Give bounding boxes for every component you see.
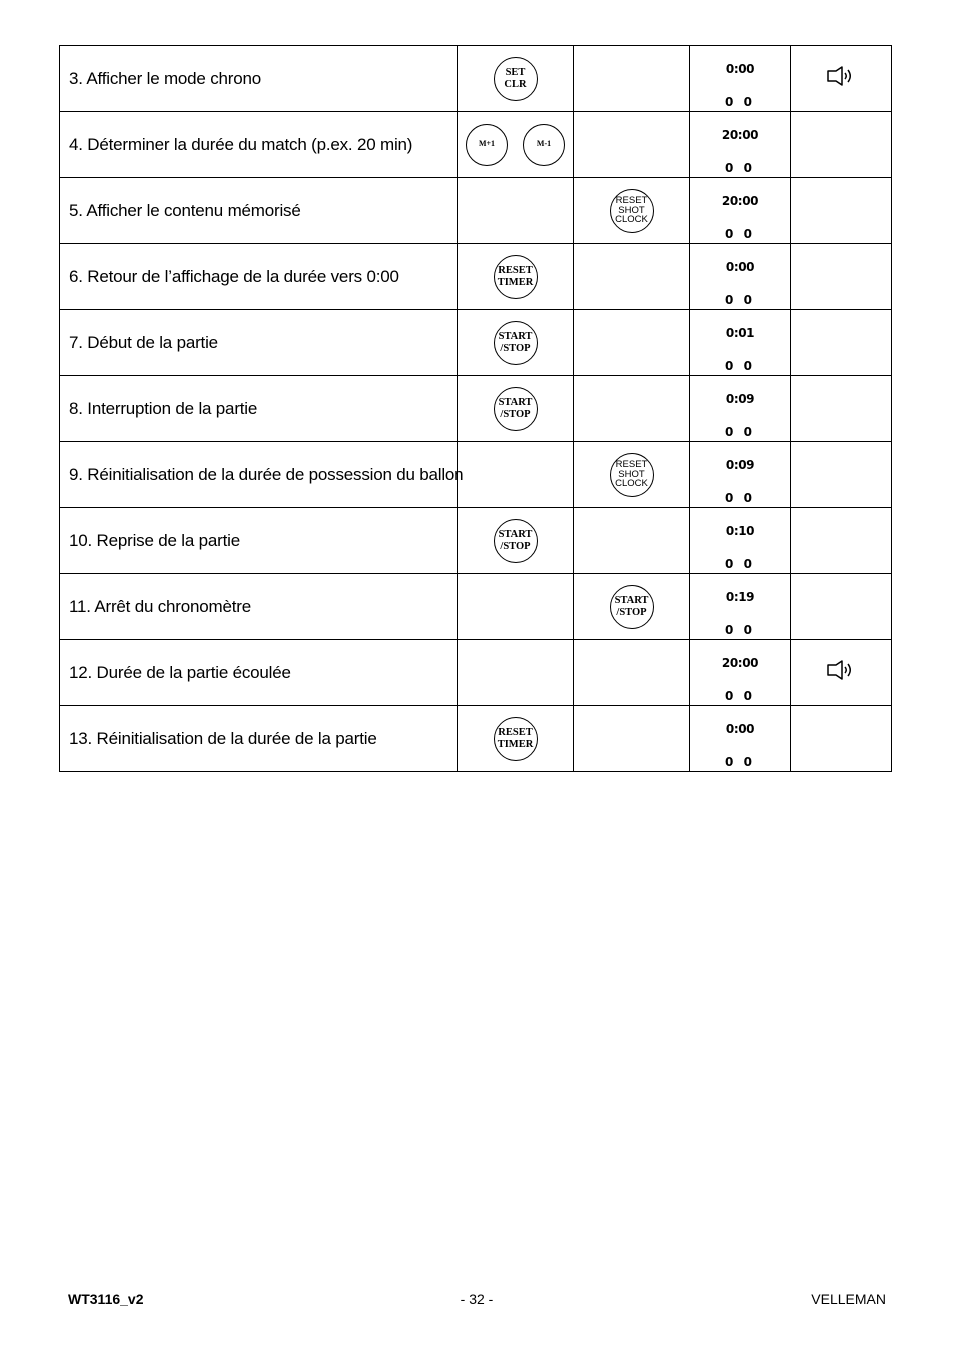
table-row [60, 706, 892, 772]
display-readout [690, 706, 790, 771]
display-cell [690, 310, 791, 376]
table-row [60, 640, 892, 706]
table-row [60, 442, 892, 508]
display-time: 0:09 [725, 392, 755, 406]
step-label: 4. Déterminer la durée du match (p.ex. 20 min) [60, 112, 458, 178]
beep-cell [791, 442, 892, 508]
table-row [60, 46, 892, 112]
button-caption: /STOP [500, 408, 531, 420]
instruction-table [59, 45, 892, 772]
start-stop-button-icon [494, 519, 538, 563]
button-cell-primary [458, 244, 574, 310]
button-cell-secondary [574, 508, 690, 574]
step-label: 13. Réinitialisation de la durée de la partie [60, 706, 458, 772]
display-time: 0:00 [725, 260, 755, 274]
display-readout [690, 178, 790, 243]
display-score: 0 0 [725, 227, 755, 241]
minute-plus-button-icon [466, 124, 508, 166]
button-cell-secondary [574, 244, 690, 310]
button-caption: CLOCK [615, 214, 648, 226]
beep-cell [791, 574, 892, 640]
button-caption: TIMER [497, 276, 534, 288]
footer-model: WT3116_v2 [68, 1291, 144, 1307]
display-score: 0 0 [725, 623, 755, 637]
step-label: 11. Arrêt du chronomètre [60, 574, 458, 640]
display-score: 0 0 [725, 359, 755, 373]
button-cell-primary [458, 376, 574, 442]
table-row [60, 376, 892, 442]
button-caption: RESET [615, 458, 648, 470]
button-caption: CLOCK [615, 478, 648, 490]
button-cell-primary [458, 46, 574, 112]
button-caption: /STOP [500, 342, 531, 354]
display-score: 0 0 [725, 755, 755, 769]
display-readout [690, 442, 790, 507]
display-score: 0 0 [725, 557, 755, 571]
button-caption: SHOT [618, 204, 645, 216]
start-stop-button-icon [610, 585, 654, 629]
beep-cell [791, 112, 892, 178]
beep-cell [791, 508, 892, 574]
button-caption: RESET [498, 727, 533, 739]
display-cell [690, 442, 791, 508]
display-readout [690, 640, 790, 705]
display-time: 0:00 [725, 62, 755, 76]
display-cell [690, 376, 791, 442]
button-cell-primary [458, 178, 574, 244]
display-cell [690, 508, 791, 574]
table-row [60, 244, 892, 310]
step-label: 12. Durée de la partie écoulée [60, 640, 458, 706]
button-cell-secondary [574, 640, 690, 706]
button-caption: CLR [504, 78, 527, 90]
step-label: 10. Reprise de la partie [60, 508, 458, 574]
footer-brand: VELLEMAN [811, 1291, 886, 1307]
step-label: 5. Afficher le contenu mémorisé [60, 178, 458, 244]
display-cell [690, 46, 791, 112]
button-caption: START [498, 529, 533, 541]
reset-shot-clock-button-icon [610, 453, 654, 497]
button-cell-primary [458, 574, 574, 640]
minute-minus-button-icon [523, 124, 565, 166]
button-caption: START [498, 397, 533, 409]
button-caption: START [614, 595, 649, 607]
button-cell-primary [458, 640, 574, 706]
reset-timer-button-icon [494, 717, 538, 761]
button-cell-primary [458, 112, 574, 178]
reset-timer-button-icon [494, 255, 538, 299]
button-cell-secondary [574, 706, 690, 772]
beep-cell [791, 244, 892, 310]
display-cell [690, 640, 791, 706]
button-cell-secondary [574, 310, 690, 376]
button-cell-secondary [574, 46, 690, 112]
step-label: 6. Retour de l’affichage de la durée vers 0:00 [60, 244, 458, 310]
button-caption: TIMER [497, 738, 534, 750]
display-cell [690, 706, 791, 772]
reset-shot-clock-button-icon [610, 189, 654, 233]
display-time: 0:10 [725, 524, 755, 538]
set-clr-button-icon [494, 57, 538, 101]
button-caption: SHOT [618, 468, 645, 480]
step-label: 9. Réinitialisation de la durée de possession du ballon [60, 442, 458, 508]
button-caption: /STOP [500, 540, 531, 552]
beep-cell [791, 178, 892, 244]
display-cell [690, 112, 791, 178]
button-caption: M+1 [478, 139, 496, 149]
display-time: 0:01 [725, 326, 755, 340]
display-readout [690, 46, 790, 111]
button-caption: SET [505, 67, 526, 79]
button-cell-primary [458, 508, 574, 574]
button-cell-secondary [574, 376, 690, 442]
button-cell-secondary [574, 442, 690, 508]
display-time: 20:00 [721, 656, 759, 670]
button-cell-primary [458, 442, 574, 508]
table-row [60, 112, 892, 178]
start-stop-button-icon [494, 387, 538, 431]
display-readout [690, 244, 790, 309]
display-time: 20:00 [721, 194, 759, 208]
step-label: 8. Interruption de la partie [60, 376, 458, 442]
button-cell-secondary [574, 178, 690, 244]
table-row [60, 178, 892, 244]
button-cell-primary [458, 706, 574, 772]
speaker-icon [826, 65, 856, 87]
display-time: 20:00 [721, 128, 759, 142]
display-score: 0 0 [725, 293, 755, 307]
step-label: 3. Afficher le mode chrono [60, 46, 458, 112]
step-label: 7. Début de la partie [60, 310, 458, 376]
button-cell-secondary [574, 112, 690, 178]
button-pair [466, 124, 565, 166]
start-stop-button-icon [494, 321, 538, 365]
beep-cell [791, 376, 892, 442]
button-caption: RESET [498, 265, 533, 277]
display-time: 0:00 [725, 722, 755, 736]
display-score: 0 0 [725, 95, 755, 109]
table-row [60, 574, 892, 640]
display-cell [690, 574, 791, 640]
display-readout [690, 508, 790, 573]
button-caption: START [498, 331, 533, 343]
display-time: 0:09 [725, 458, 755, 472]
button-caption: /STOP [616, 606, 647, 618]
button-cell-primary [458, 310, 574, 376]
beep-cell [791, 706, 892, 772]
display-readout [690, 376, 790, 441]
beep-cell [791, 640, 892, 706]
display-readout [690, 112, 790, 177]
table-row [60, 508, 892, 574]
display-time: 0:19 [725, 590, 755, 604]
button-caption: M-1 [536, 139, 552, 149]
display-score: 0 0 [725, 689, 755, 703]
display-readout [690, 574, 790, 639]
table-row [60, 310, 892, 376]
button-cell-secondary [574, 574, 690, 640]
beep-cell [791, 310, 892, 376]
speaker-icon [826, 659, 856, 681]
footer-page-number: - 32 - [460, 1291, 494, 1307]
button-caption: RESET [615, 194, 648, 206]
display-cell [690, 178, 791, 244]
display-score: 0 0 [725, 491, 755, 505]
beep-cell [791, 46, 892, 112]
display-cell [690, 244, 791, 310]
display-score: 0 0 [725, 161, 755, 175]
display-score: 0 0 [725, 425, 755, 439]
display-readout [690, 310, 790, 375]
